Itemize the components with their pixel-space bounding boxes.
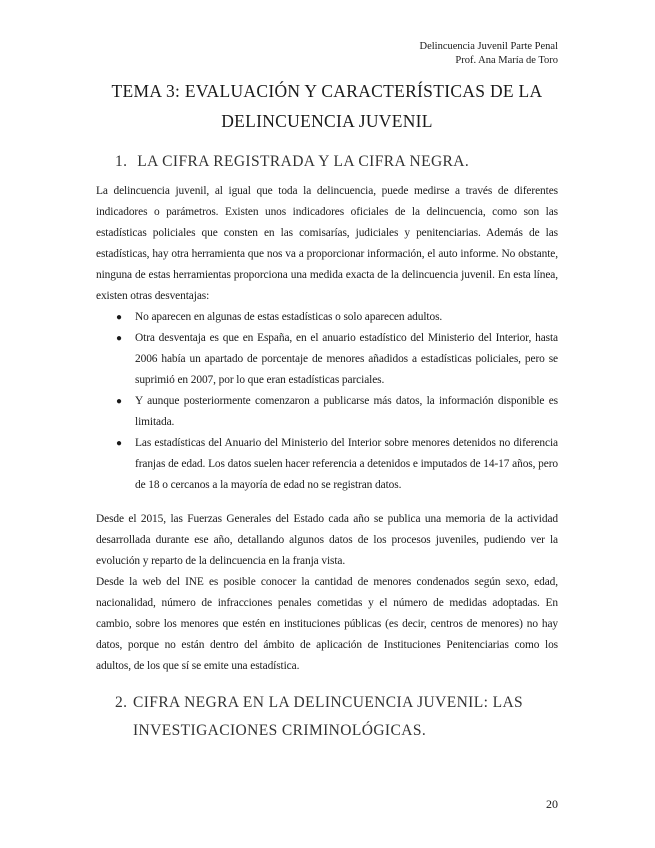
bullet-icon: ● <box>116 396 122 407</box>
section2-heading-text1: CIFRA NEGRA EN LA DELINCUENCIA JUVENIL: LAS <box>133 694 524 711</box>
section2-number: 2. <box>115 694 128 711</box>
section1-heading-text: LA CIFRA REGISTRADA Y LA CIFRA NEGRA. <box>137 153 470 170</box>
list-item <box>96 433 558 496</box>
list-item <box>96 307 558 328</box>
section2-heading-line2: INVESTIGACIONES CRIMINOLÓGICAS. <box>133 722 427 739</box>
chapter-title <box>96 76 558 136</box>
list-item-text: Y aunque posteriormente comenzaron a publicarse más datos, la información disponible es limitada. <box>135 395 558 428</box>
running-header <box>420 40 559 68</box>
section2-heading-line1 <box>115 689 560 717</box>
chapter-title-line2: DELINCUENCIA JUVENIL <box>221 111 433 131</box>
bullet-icon: ● <box>116 312 122 323</box>
disadvantages-list <box>96 307 558 496</box>
section1-intro-paragraph: La delincuencia juvenil, al igual que toda la delincuencia, puede medirse a través de diferentes indicadores o parámetros. Existen unos indicadores oficiales de la delincuencia, como son las estadísticas policiales que consten en las comisarías, judiciales y penitenciarias. Además de las estadísticas, hay otra herramienta que nos va a proporcionar información, el auto informe. No obstante, ninguna de estas herramientas proporciona una medida exacta de la delincuencia juvenil. En esta línea, existen otras desventajas: <box>96 185 558 302</box>
list-item <box>96 328 558 391</box>
bullet-icon: ● <box>116 333 122 344</box>
section1-number: 1. <box>115 153 128 170</box>
page-number: 20 <box>546 797 558 811</box>
section1-body-continued <box>96 509 558 677</box>
section1-heading <box>115 148 560 176</box>
section1-body <box>96 181 558 496</box>
fuerzas-paragraph: Desde el 2015, las Fuerzas Generales del Estado cada año se publica una memoria de la actividad desarrollada durante ese año, detallando algunos datos de los procesos juveniles, pudiendo ver la evolución y reparto de la delincuencia en la franja vista. <box>96 513 558 567</box>
ine-paragraph: Desde la web del INE es posible conocer la cantidad de menores condenados según sexo, edad, nacionalidad, número de infracciones penales cometidas y el número de medidas adoptadas. En cambio, sobre los menores que estén en instituciones públicas (es decir, centros de menores) no hay datos, porque no están dentro del ámbito de aplicación de Instituciones Penitenciarias como los adultos, de los que sí se emite una estadística. <box>96 576 558 672</box>
bullet-icon: ● <box>116 438 122 449</box>
list-item-text: Otra desventaja es que en España, en el anuario estadístico del Ministerio del Interior, hasta 2006 había un apartado de porcentaje de menores añadidos a estadísticas policiales, pero se suprimió en 2007, por lo que eran estadísticas parciales. <box>135 332 558 386</box>
chapter-title-line1: TEMA 3: EVALUACIÓN Y CARACTERÍSTICAS DE LA <box>111 81 543 101</box>
list-item-text: No aparecen en algunas de estas estadísticas o solo aparecen adultos. <box>135 311 443 323</box>
list-item <box>96 391 558 433</box>
list-item-text: Las estadísticas del Anuario del Ministerio del Interior sobre menores detenidos no diferencia franjas de edad. Los datos suelen hacer referencia a detenidos e imputados de 14-17 años, pero de 18 o cercanos a la mayoría de edad no se registran datos. <box>135 437 558 491</box>
header-course: Delincuencia Juvenil Parte Penal <box>419 41 558 52</box>
section2-heading <box>115 689 560 745</box>
header-professor: Prof. Ana María de Toro <box>455 55 558 66</box>
